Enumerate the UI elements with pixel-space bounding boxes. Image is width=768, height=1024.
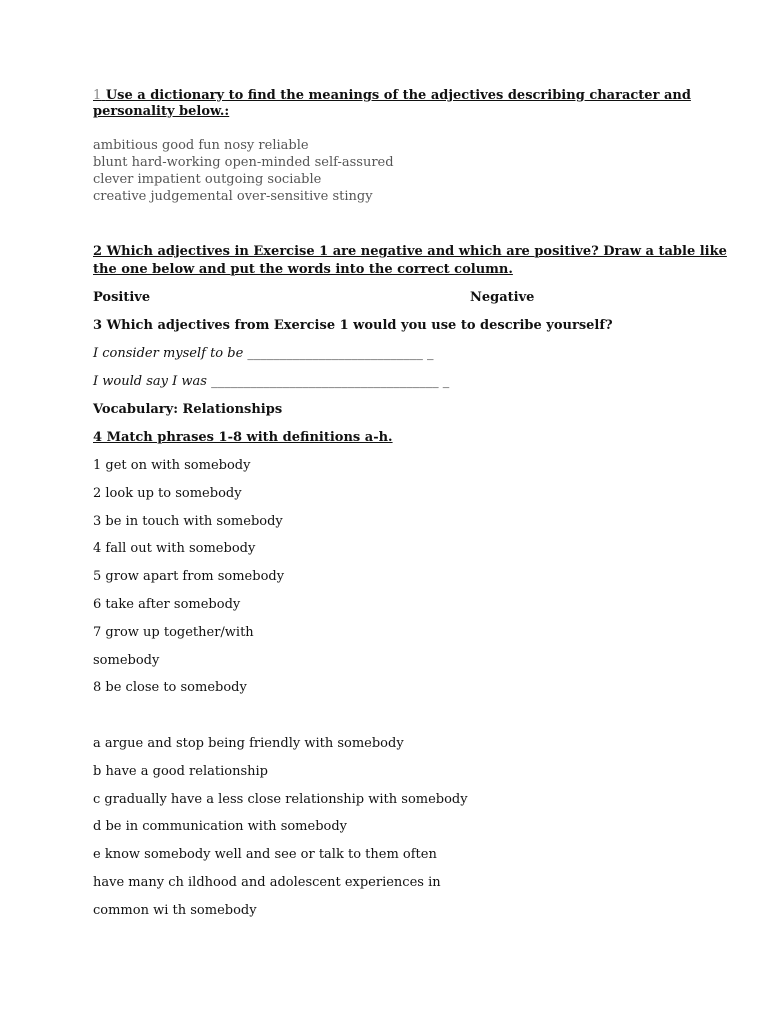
ex1-word-row: clever impatient outgoing sociable	[93, 172, 322, 187]
ex1-number: 1	[93, 88, 102, 103]
phrase-item: 3 be in touch with somebody	[93, 514, 283, 529]
ex2-heading-1: 2 Which adjectives in Exercise 1 are negative and which are positive? Draw a table like	[93, 244, 727, 259]
ex1-heading-text-2: personality below.:	[93, 104, 230, 119]
ex3-line-1-blank: ___________________________ _	[247, 346, 434, 361]
phrase-item: 5 grow apart from somebody	[93, 569, 285, 584]
ex1-word-row: ambitious good fun nosy reliable	[93, 138, 309, 153]
ex3-line-2-prefix: I would say I was	[93, 374, 207, 389]
ex2-heading-2: the one below and put the words into the correct column.	[93, 262, 513, 277]
phrase-item: 6 take after somebody	[93, 597, 241, 612]
ex3-line-1	[93, 346, 434, 362]
phrase-item: 7 grow up together/with	[93, 625, 254, 640]
definition-item: c gradually have a less close relationship with somebody	[93, 792, 468, 807]
phrase-item: 4 fall out with somebody	[93, 541, 256, 556]
phrase-item: 8 be close to somebody	[93, 680, 247, 695]
definition-item: a argue and stop being friendly with somebody	[93, 736, 404, 751]
ex4-heading: 4 Match phrases 1-8 with definitions a-h.	[93, 430, 393, 445]
definition-item: d be in communication with somebody	[93, 819, 348, 834]
phrase-item: 1 get on with somebody	[93, 458, 251, 473]
vocabulary-title: Vocabulary: Relationships	[93, 402, 283, 417]
definition-item: have many ch ildhood and adolescent experiences in	[93, 875, 441, 890]
ex1-word-row: blunt hard-working open-minded self-assured	[93, 155, 394, 170]
ex1-heading	[93, 88, 691, 104]
phrase-item: somebody	[93, 653, 160, 668]
phrase-item: 2 look up to somebody	[93, 486, 242, 501]
ex1-heading-text-1: Use a dictionary to find the meanings of the adjectives describing character and	[105, 88, 691, 103]
ex3-line-1-prefix: I consider myself to be	[93, 346, 244, 361]
ex3-heading: 3 Which adjectives from Exercise 1 would you use to describe yourself?	[93, 318, 613, 333]
negative-column-label: Negative	[470, 290, 535, 305]
definition-item: e know somebody well and see or talk to them often	[93, 847, 437, 862]
definition-item: common wi th somebody	[93, 903, 257, 918]
positive-column-label: Positive	[93, 290, 151, 305]
ex1-word-row: creative judgemental over-sensitive stingy	[93, 189, 373, 204]
ex3-line-2	[93, 374, 449, 390]
ex3-line-2-blank: ___________________________________ _	[211, 374, 450, 389]
definition-item: b have a good relationship	[93, 764, 268, 779]
